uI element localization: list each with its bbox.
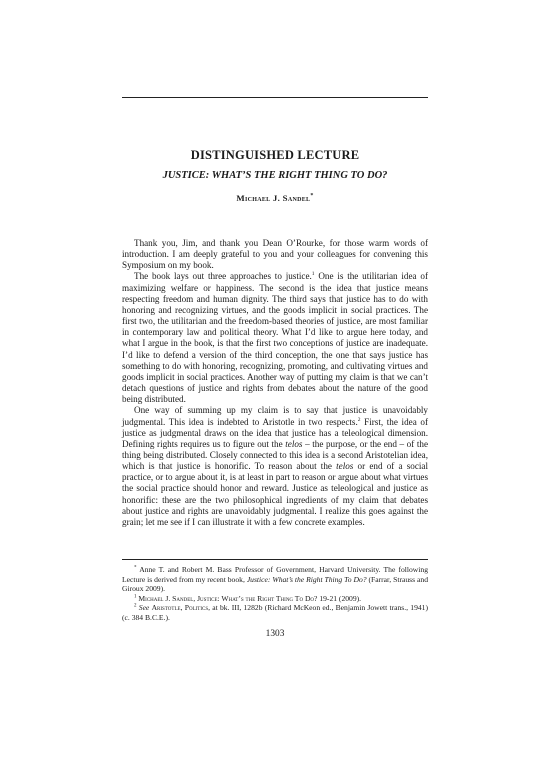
paragraph-3 <box>122 405 428 528</box>
text-run: One is the utilitarian idea of maximizing welfare or happiness. The second is the idea that justice means respecting freedom and human dignity. The third says that justice has to do with honoring and recognizing virtues, and the goods implicit in social practices. The first two, the utilitarian and the freedom-based theories of justice, are most familiar in contemporary law and political theory. What I’d like to argue here today, and what I argue in the book, is that the first two conceptions of justice are inadequate. I’d like to defend a version of the third conception, the one that says justice has something to do with honoring, recognizing, promoting, and cultivating virtues and goods implicit in social practices. Another way of putting my claim is that we can’t detach questions of justice and rights from debates about the nature of the good being distributed. <box>122 271 428 405</box>
text-run: The book lays out three approaches to justice. <box>134 271 312 282</box>
text-run: (Farrar, Strauss and Giroux 2009). <box>122 574 428 594</box>
footnote-2 <box>122 603 428 622</box>
author-name: Michael J. Sandel <box>236 193 311 203</box>
text-run: Thank you, Jim, and thank you Dean O’Rourke, for those warm words of introduction. I am deeply grateful to you and your colleagues for convening this Symposium on my book. <box>122 238 428 271</box>
text-run: Anne T. and Robert M. Bass Professor of Government, Harvard University. The following Lecture is derived from my recent book, <box>122 565 428 584</box>
italic-text: telos <box>336 461 354 472</box>
italic-text: Justice: What’s the Right Thing To Do? <box>246 574 367 584</box>
footnote-ref[interactable]: 2 <box>134 603 137 609</box>
text-run: or end of a social practice, or to argue about it, is at least in part to reason or argue about what virtues the social practice should honor and reward. Justice as teleological and justice as honorific: these are the two philosophical ingredients of my claim that debates about justice and rights are unavoidably judgmental. I realize this goes against the grain; let me see if I can illustrate it with a few concrete examples. <box>122 461 428 527</box>
paragraph-2 <box>122 271 428 405</box>
footnotes <box>122 565 428 623</box>
text-run: 19-21 (2009). <box>317 593 362 603</box>
footnote-ref[interactable]: 1 <box>311 271 315 278</box>
paragraph-1 <box>122 238 428 271</box>
section-heading: DISTINGUISHED LECTURE <box>190 148 360 162</box>
text-run: – the purpose, or the end – of the thing being distributed. Closely connected to this idea is a second Aristotelian idea, which is that justice is honorific. To reason about the <box>122 438 428 472</box>
footnote-1 <box>122 594 428 604</box>
footnote-ref[interactable]: 1 <box>134 594 137 600</box>
footnote-rule <box>122 559 428 560</box>
small-caps-text: Michael J. Sandel, Justice: What’s the Right Thing To Do? <box>138 593 318 603</box>
header-rule <box>122 97 428 98</box>
page-number: 1303 <box>265 629 285 639</box>
text-run: First, the idea of justice as judgmental draws on the idea that justice has a teleological dimension. Defining rights requires us to figure out the <box>122 416 428 449</box>
body-text <box>122 238 428 528</box>
author-footnote-mark[interactable]: * <box>310 193 314 200</box>
text-run: One way of summing up my claim is to say that justice is unavoidably judgmental. This idea is indebted to Aristotle in two respects. <box>122 405 428 427</box>
italic-text: See <box>138 603 150 613</box>
footnote-ref[interactable]: * <box>134 565 137 571</box>
italic-text: telos <box>285 438 303 449</box>
text-run: , at bk. III, 1282b (Richard McKeon ed., Benjamin Jowett trans., 1941) (c. 384 B.C.E.). <box>122 603 429 622</box>
footnote-author <box>122 565 428 594</box>
small-caps-text: Aristotle, Politics <box>151 603 209 613</box>
lecture-title: JUSTICE: WHAT’S THE RIGHT THING TO DO? <box>162 170 388 181</box>
author-line <box>122 193 428 203</box>
footnote-ref[interactable]: 2 <box>357 416 361 423</box>
